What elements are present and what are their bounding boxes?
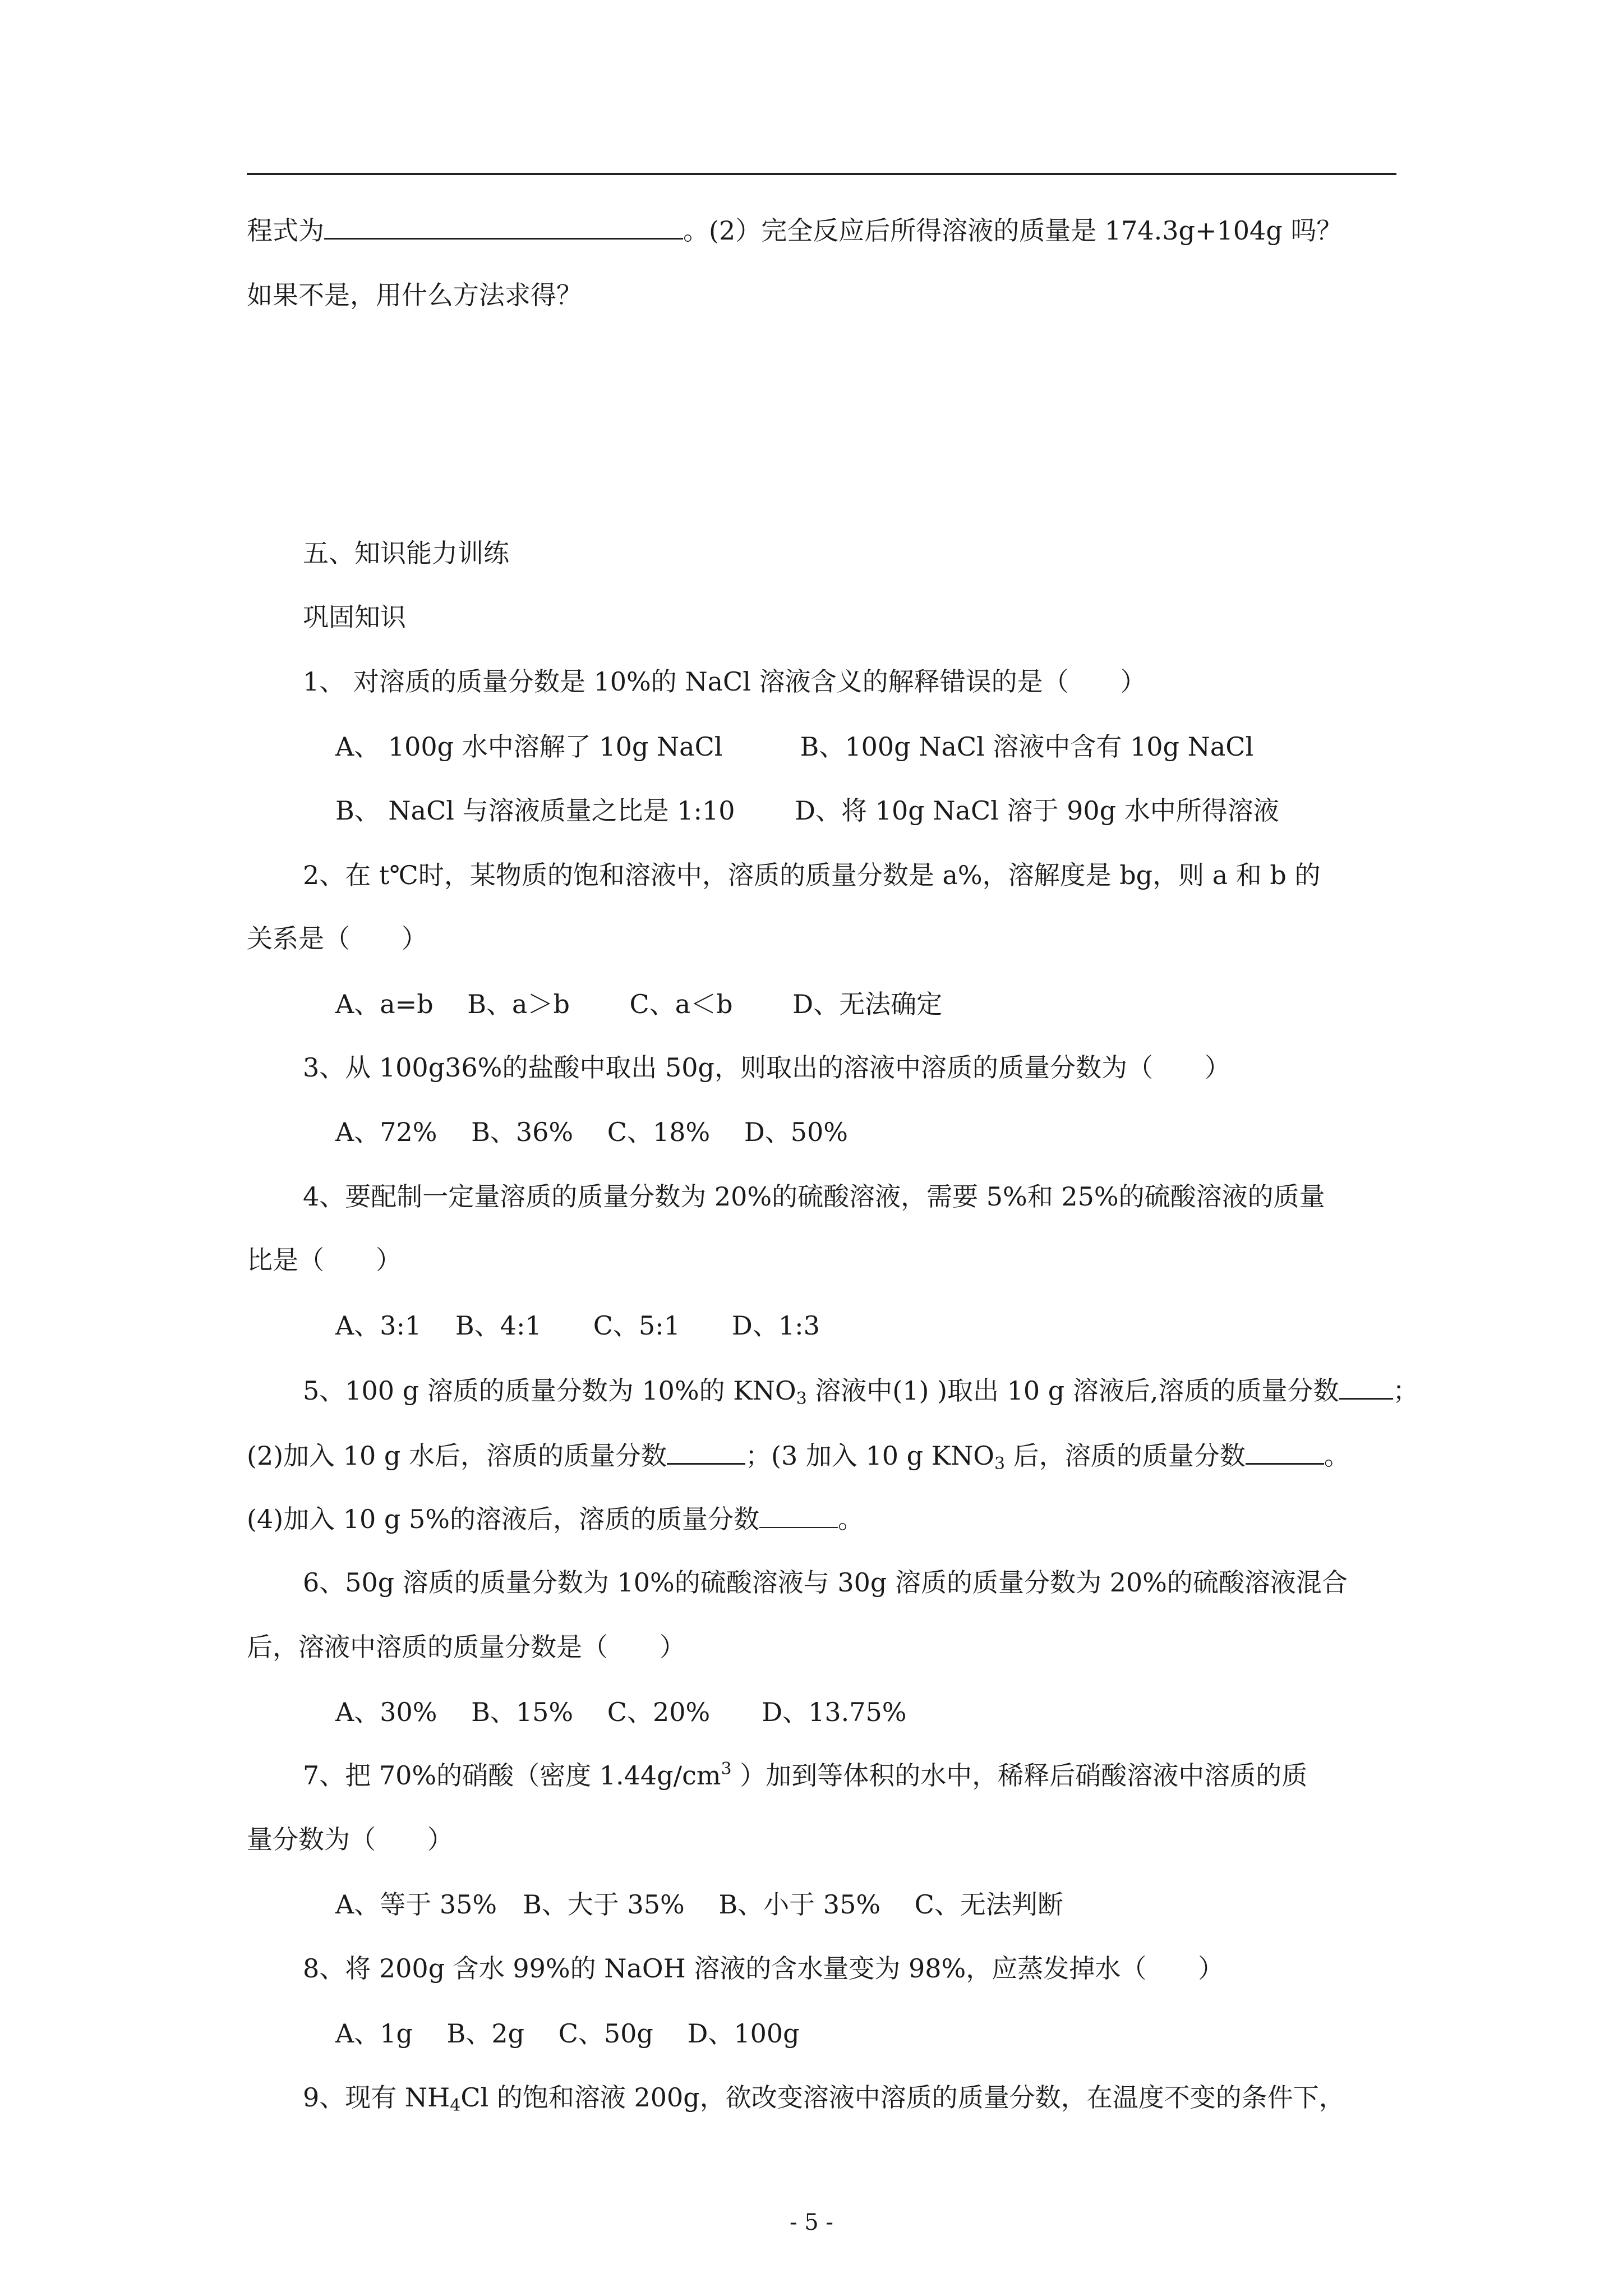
- answer-blank: [667, 1437, 745, 1465]
- section-title: 五、知识能力训练: [303, 538, 509, 568]
- question-7-stem-cont: 量分数为（ ）: [247, 1824, 453, 1855]
- question-4-stem-cont: 比是（ ）: [247, 1245, 402, 1275]
- question-8-stem: 8、将 200g 含水 99%的 NaOH 溶液的含水量变为 98%，应蒸发掉水（ ）: [303, 1953, 1224, 1984]
- intro-line-1: 程式为 。(2）完全反应后所得溶液的质量是 174.3g+104g 吗？: [247, 212, 1342, 247]
- answer-blank: [759, 1501, 838, 1528]
- question-4-stem: 4、要配制一定量溶质的质量分数为 20%的硫酸溶液，需要 5%和 25%的硫酸溶液的质量: [303, 1181, 1325, 1212]
- question-6-options: A、30% B、15% C、20% D、13.75%: [335, 1697, 907, 1727]
- question-8-options: A、1g B、2g C、50g D、100g: [335, 2018, 800, 2049]
- intro-line-2: 如果不是，用什么方法求得？: [247, 280, 582, 310]
- question-1-options-row-2: B、 NaCl 与溶液质量之比是 1:10 D、将 10g NaCl 溶于 90g 水中所得溶液: [335, 795, 1279, 826]
- question-5-line-2: (2)加入 10 g 水后，溶质的质量分数 ；(3 加入 10 g $KNO_3$ 后，溶质的质量分数 。: [247, 1437, 1350, 1473]
- question-3-options: A、72% B、36% C、18% D、50%: [335, 1117, 848, 1147]
- question-6-stem-cont: 后，溶液中溶质的质量分数是（ ）: [247, 1632, 685, 1662]
- question-3-stem: 3、从 100g36%的盐酸中取出 50g，则取出的溶液中溶质的质量分数为（ ）: [303, 1052, 1230, 1083]
- question-2-stem: 2、在 t℃时，某物质的饱和溶液中，溶质的质量分数是 a%，溶解度是 bg，则 a 和 b 的: [303, 860, 1321, 890]
- answer-blank: [1339, 1372, 1393, 1400]
- question-1-stem: 1、 对溶质的质量分数是 10%的 NaCl 溶液含义的解释错误的是（ ）: [303, 666, 1146, 697]
- header-rule: [247, 173, 1396, 175]
- answer-blank: [1246, 1437, 1324, 1465]
- question-6-stem: 6、50g 溶质的质量分数为 10%的硫酸溶液与 30g 溶质的质量分数为 20%的硫酸溶液混合: [303, 1567, 1348, 1598]
- page-number: - 5 -: [790, 2210, 833, 2235]
- question-2-options: A、a=b B、a＞b C、a＜b D、无法确定: [335, 989, 943, 1019]
- question-5-line-3: (4)加入 10 g 5%的溶液后，溶质的质量分数 。: [247, 1501, 864, 1536]
- question-7-stem: 7、把 70%的硝酸（密度 $1.44g/cm^3$ ）加到等体积的水中，稀释后硝酸溶液中溶质的质: [303, 1759, 1308, 1791]
- question-1-options-row-1: A、 100g 水中溶解了 10g NaCl B、100g NaCl 溶液中含有 10g NaCl: [335, 731, 1254, 762]
- question-4-options: A、3:1 B、4:1 C、5:1 D、1:3: [335, 1310, 820, 1341]
- question-9-stem: 9、现有 $NH_4Cl$ 的饱和溶液 200g，欲改变溶液中溶质的质量分数，在温度不变的条件下，: [303, 2082, 1345, 2115]
- question-5-line-1: 5、100 g 溶质的质量分数为 10%的 $KNO_3$ 溶液中(1) )取出 10 g 溶液后,溶质的质量分数 ；: [303, 1372, 1419, 1407]
- answer-blank: [324, 212, 683, 240]
- question-7-options: A、等于 35% B、大于 35% B、小于 35% C、无法判断: [335, 1889, 1063, 1920]
- section-subtitle: 巩固知识: [303, 602, 406, 632]
- question-2-stem-cont: 关系是（ ）: [247, 923, 427, 954]
